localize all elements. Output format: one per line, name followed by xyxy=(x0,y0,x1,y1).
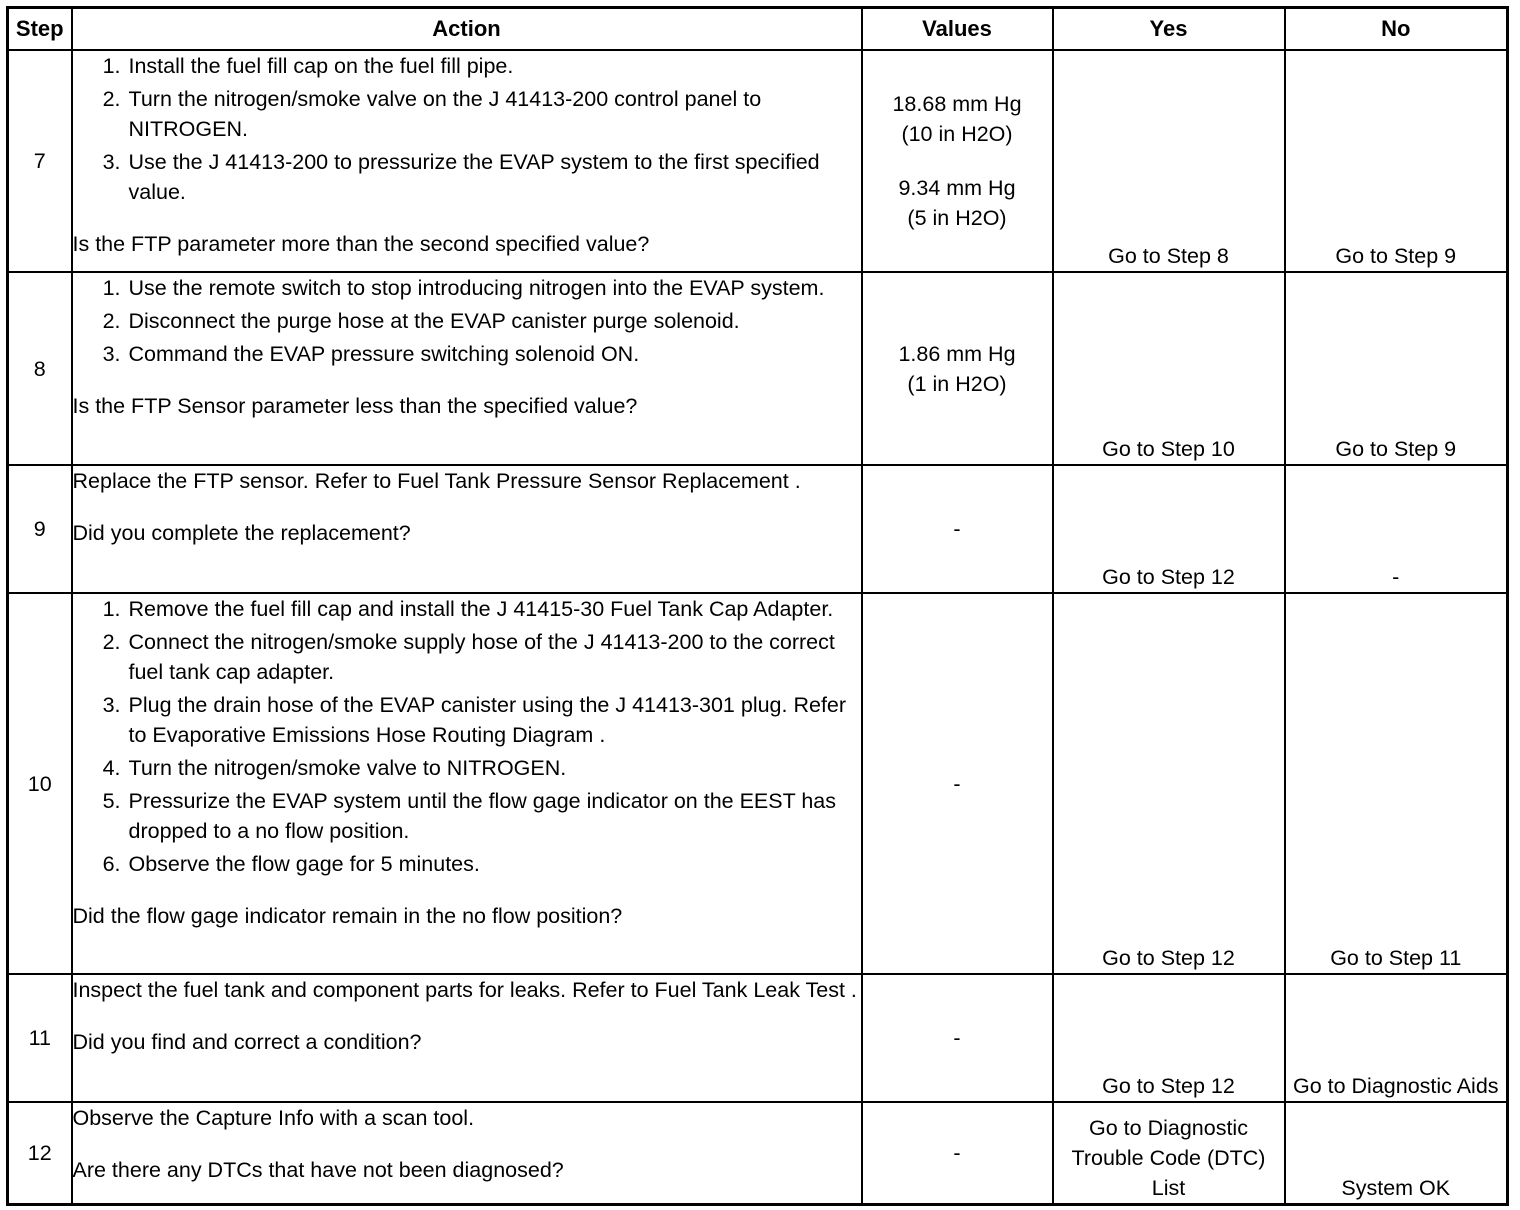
action-cell xyxy=(72,50,862,272)
action-cell xyxy=(72,1102,862,1204)
values-cell xyxy=(862,50,1053,272)
question-text: Did you complete the replacement? xyxy=(72,521,411,545)
list-item: 5. Pressurize the EVAP system until the flow gage indicator on the EEST has dropped to a no flow position. xyxy=(102,789,836,843)
list-item: 2. Turn the nitrogen/smoke valve on the J 41413-200 control panel to NITROGEN. xyxy=(102,87,762,141)
value-text: (10 in H2O) xyxy=(901,122,1013,146)
table-row xyxy=(8,593,1508,974)
action-cell xyxy=(72,593,862,974)
header-yes: Yes xyxy=(1053,8,1285,51)
header-row xyxy=(8,8,1508,51)
values-cell: - xyxy=(862,593,1053,974)
values-cell xyxy=(862,272,1053,465)
action-cell xyxy=(72,272,862,465)
table-row xyxy=(8,50,1508,272)
list-item: 4. Turn the nitrogen/smoke valve to NITROGEN. xyxy=(102,756,567,780)
yes-cell: Go to Step 12 xyxy=(1053,593,1285,974)
no-cell: - xyxy=(1285,465,1508,593)
header-step: Step xyxy=(8,8,72,51)
yes-cell: Go to Diagnostic Trouble Code (DTC) List xyxy=(1053,1102,1285,1204)
no-cell: Go to Step 11 xyxy=(1285,593,1508,974)
list-item: 1. Remove the fuel fill cap and install the J 41415-30 Fuel Tank Cap Adapter. xyxy=(102,597,834,621)
question-text: Did you find and correct a condition? xyxy=(72,1030,422,1054)
table-row xyxy=(8,1102,1508,1204)
list-item: 2. Disconnect the purge hose at the EVAP canister purge solenoid. xyxy=(102,309,740,333)
step-number: 8 xyxy=(8,272,72,465)
question-text: Is the FTP parameter more than the second specified value? xyxy=(72,232,650,256)
yes-cell: Go to Step 10 xyxy=(1053,272,1285,465)
yes-cell: Go to Step 12 xyxy=(1053,974,1285,1102)
table-row xyxy=(8,465,1508,593)
step-number: 11 xyxy=(8,974,72,1102)
no-cell: Go to Step 9 xyxy=(1285,272,1508,465)
list-item: 3. Use the J 41413-200 to pressurize the EVAP system to the first specified value. xyxy=(102,150,820,204)
value-text: 18.68 mm Hg xyxy=(892,92,1022,116)
question-text: Are there any DTCs that have not been diagnosed? xyxy=(72,1158,564,1182)
yes-cell: Go to Step 12 xyxy=(1053,465,1285,593)
values-cell: - xyxy=(862,974,1053,1102)
action-text: Observe the Capture Info with a scan tool. xyxy=(72,1106,475,1130)
values-cell: - xyxy=(862,1102,1053,1204)
step-number: 12 xyxy=(8,1102,72,1204)
no-cell: Go to Diagnostic Aids xyxy=(1285,974,1508,1102)
action-list xyxy=(73,273,861,369)
action-cell xyxy=(72,465,862,593)
table-row xyxy=(8,974,1508,1102)
values-cell: - xyxy=(862,465,1053,593)
no-cell: Go to Step 9 xyxy=(1285,50,1508,272)
action-list xyxy=(73,51,861,207)
action-text: Inspect the fuel tank and component parts for leaks. Refer to Fuel Tank Leak Test . xyxy=(72,978,857,1002)
yes-cell: Go to Step 8 xyxy=(1053,50,1285,272)
list-item: 3. Plug the drain hose of the EVAP canister using the J 41413-301 plug. Refer to Evaporative Emissions Hose Routing Diagram . xyxy=(102,693,847,747)
value-text: 1.86 mm Hg xyxy=(898,341,1016,366)
action-text: Replace the FTP sensor. Refer to Fuel Tank Pressure Sensor Replacement . xyxy=(72,469,801,493)
value-text: (1 in H2O) xyxy=(907,371,1007,396)
header-values: Values xyxy=(862,8,1053,51)
value-text: (5 in H2O) xyxy=(907,206,1007,230)
step-number: 7 xyxy=(8,50,72,272)
step-number: 10 xyxy=(8,593,72,974)
list-item: 2. Connect the nitrogen/smoke supply hose of the J 41413-200 to the correct fuel tank cap adapter. xyxy=(102,630,835,684)
step-number: 9 xyxy=(8,465,72,593)
list-item: 1. Use the remote switch to stop introducing nitrogen into the EVAP system. xyxy=(102,276,825,300)
value-text: 9.34 mm Hg xyxy=(898,176,1016,200)
list-item: 6. Observe the flow gage for 5 minutes. xyxy=(102,852,480,876)
action-cell xyxy=(72,974,862,1102)
diagnostic-table xyxy=(6,6,1509,1206)
action-list xyxy=(73,594,861,879)
header-no: No xyxy=(1285,8,1508,51)
table-row xyxy=(8,272,1508,465)
list-item: 1. Install the fuel fill cap on the fuel fill pipe. xyxy=(102,54,514,78)
no-cell: System OK xyxy=(1285,1102,1508,1204)
question-text: Did the flow gage indicator remain in the no flow position? xyxy=(72,904,623,928)
question-text: Is the FTP Sensor parameter less than the specified value? xyxy=(72,394,638,418)
header-action: Action xyxy=(72,8,862,51)
list-item: 3. Command the EVAP pressure switching solenoid ON. xyxy=(102,342,640,366)
